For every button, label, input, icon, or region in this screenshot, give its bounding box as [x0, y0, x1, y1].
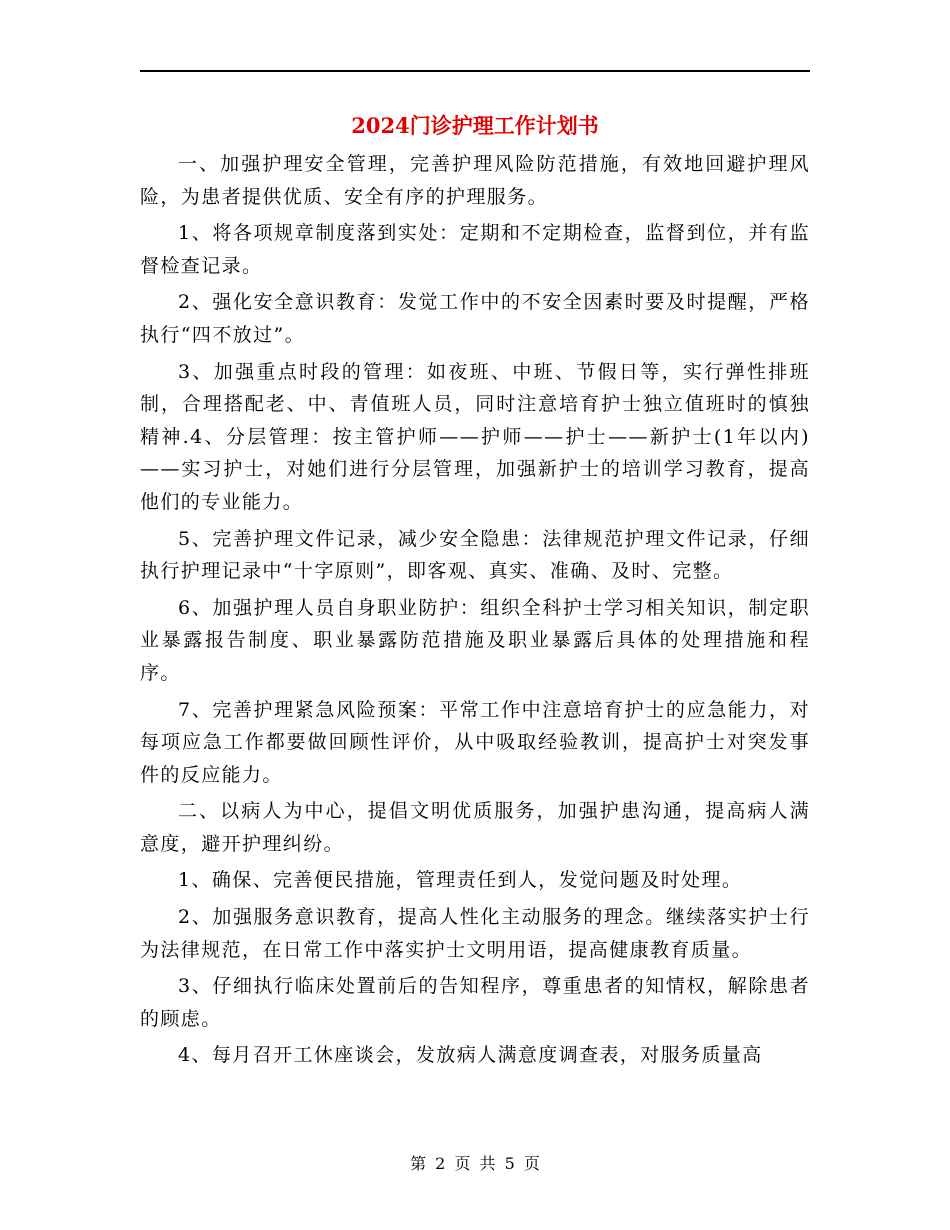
page-number: 第 2 页 共 5 页 [410, 1154, 540, 1173]
paragraph-item-2-1: 1、确保、完善便民措施，管理责任到人，发觉问题及时处理。 [178, 869, 743, 892]
paragraph-item-1-2: 2、强化安全意识教育：发觉工作中的不安全因素时要及时提醒，严格执行“四不放过”。 [140, 291, 810, 346]
paragraph-item-2-2: 2、加强服务意识教育，提高人性化主动服务的理念。继续落实护士行为法律规范，在日常工作中落实护士文明用语，提高健康教育质量。 [140, 906, 810, 961]
paragraph-item-2-4: 4、每月召开工休座谈会，发放病人满意度调查表，对服务质量高 [178, 1044, 763, 1067]
paragraph-item-1-6: 6、加强护理人员自身职业防护：组织全科护士学习相关知识，制定职业暴露报告制度、职业暴露防范措施及职业暴露后具体的处理措施和程序。 [140, 596, 810, 684]
paragraph-section-2-heading: 二、以病人为中心，提倡文明优质服务，加强护患沟通，提高病人满意度，避开护理纠纷。 [140, 800, 810, 855]
document-title: 2024门诊护理工作计划书 [351, 113, 599, 138]
paragraph-item-1-5: 5、完善护理文件记录，减少安全隐患：法律规范护理文件记录，仔细执行护理记录中“十字原则”，即客观、真实、准确、及时、完整。 [140, 527, 810, 583]
paragraph-item-1-1: 1、将各项规章制度落到实处：定期和不定期检查，监督到位，并有监督检查记录。 [140, 222, 810, 277]
paragraph-item-1-7: 7、完善护理紧急风险预案：平常工作中注意培育护士的应急能力，对每项应急工作都要做回顾性评价，从中吸取经验教训，提高护士对突发事件的反应能力。 [140, 698, 810, 786]
document-body [140, 148, 810, 1076]
paragraph-item-1-3: 3、加强重点时段的管理：如夜班、中班、节假日等，实行弹性排班制，合理搭配老、中、青值班人员，同时注意培育护士独立值班时的慎独精神.4、分层管理：按主管护师——护师——护士——新护士(1年以内)——实习护士，对她们进行分层管理，加强新护士的培训学习教育，提高他们的专业能力。 [140, 360, 810, 513]
paragraph-section-1-heading: 一、加强护理安全管理，完善护理风险防范措施，有效地回避护理风险，为患者提供优质、安全有序的护理服务。 [140, 153, 810, 208]
paragraph-item-2-3: 3、仔细执行临床处置前后的告知程序，尊重患者的知情权，解除患者的顾虑。 [140, 975, 810, 1030]
header-rule [140, 70, 810, 72]
